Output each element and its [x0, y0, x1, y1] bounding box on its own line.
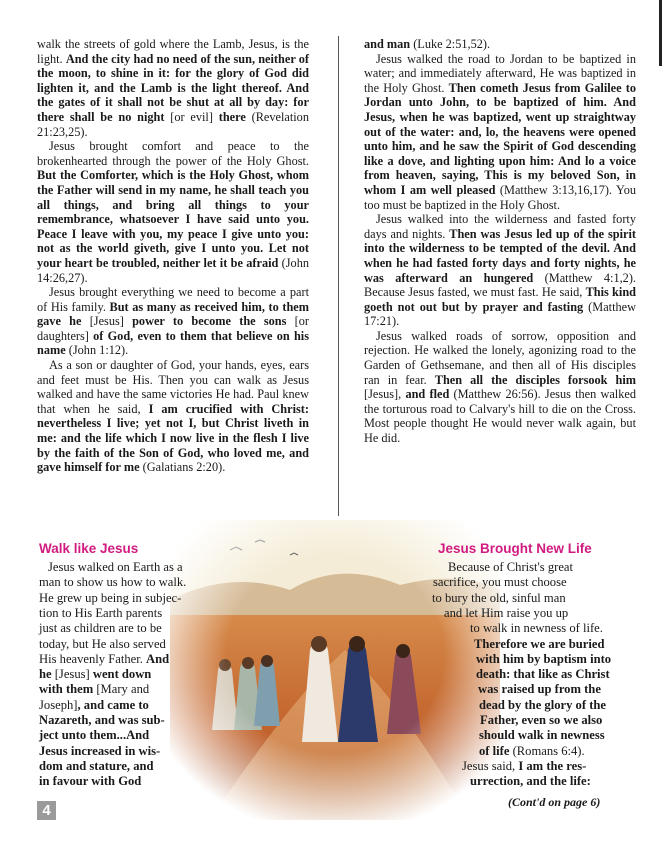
body-text: today, but He also served: [39, 636, 166, 651]
body-text: Jesus walked on Earth as a: [48, 560, 183, 574]
scripture-text: Then cometh Jesus from Galilee to Jordan unto John, to be baptized of him. And Jesus, when he was baptized, went up straightway out of the water: and, lo, the heavens were opened unto him, and he saw the Spirit of God descending like a dove, and lighting upon him: And lo a voice from heaven, saying, This is my beloved Son, in whom I am well pleased: [364, 80, 637, 197]
jesus-brought-new-life-heading: Jesus Brought New Life: [438, 541, 592, 556]
text-line: [432, 591, 566, 606]
body-text: (John 14:26,27).: [37, 255, 309, 285]
text-line: [39, 774, 141, 789]
paragraph: [364, 212, 636, 329]
text-line: [39, 744, 160, 759]
scripture-text: dead by the glory of the: [479, 697, 606, 712]
text-line: [479, 744, 585, 759]
text-line: [48, 560, 183, 575]
scripture-text: Therefore we are buried: [474, 636, 605, 651]
body-text: Joseph]: [39, 697, 78, 712]
body-text: (Revelation 21:23,25).: [37, 109, 309, 139]
right-column: [364, 37, 636, 446]
body-text: just as children are to be: [39, 621, 162, 636]
text-line: [474, 637, 604, 652]
text-line: [433, 575, 567, 590]
body-text: and let Him raise you up: [444, 605, 569, 620]
continued-note: (Cont'd on page 6): [508, 795, 601, 809]
column-divider: [338, 36, 339, 516]
scripture-text: ject unto them...And: [39, 728, 150, 743]
scripture-text: , and came to: [77, 697, 149, 712]
body-text: Jesus walked roads of sorrow, opposition and rejection. He walked the lonely, agonizing road to the Garden of Gethsemane, and then all of His disciples ran in fear.: [364, 328, 636, 387]
text-line: [444, 606, 568, 621]
paragraph: [37, 358, 309, 475]
scripture-text: But as many as received him, to them gave he: [37, 299, 309, 329]
scripture-text: went down: [92, 667, 152, 682]
body-text: (Matthew 3:13,16,17). You too must be baptized in the Holy Ghost.: [364, 182, 636, 212]
body-text: man to show us how to walk.: [39, 575, 187, 590]
scripture-text: of God, even to them that believe on his name: [37, 328, 309, 358]
body-text: His heavenly Father.: [39, 651, 147, 666]
scripture-text: This kind goeth not out but by prayer and fasting: [364, 285, 636, 314]
scripture-text: dom and stature, and: [39, 758, 154, 773]
text-line: [39, 759, 154, 774]
scripture-text: Then was Jesus led up of the spirit into the wilderness to be tempted of the devil. And when he had fasted forty days and forty nights, he was afterward an hungered: [364, 226, 637, 285]
paragraph: [364, 37, 636, 52]
scripture-text: I am crucified with Christ: nevertheless I live; yet not I, but Christ liveth in me: and the life which I now live in the flesh I live by the faith of the Son of God, who loved me, and gave himself for me: [37, 401, 309, 475]
text-line: [462, 759, 586, 774]
body-text: walk the streets of gold where the Lamb, Jesus, is the light.: [37, 37, 309, 66]
scripture-text: death: that like as Christ: [476, 667, 610, 682]
scripture-text: with him by baptism into: [476, 651, 612, 666]
text-line: [39, 637, 166, 652]
paragraph: [37, 37, 309, 139]
text-line: [478, 682, 601, 697]
body-text: (John 1:12).: [65, 343, 129, 358]
body-text: [Mary and: [93, 682, 150, 697]
paragraph: [364, 52, 636, 213]
text-line: [479, 728, 605, 743]
scripture-text: with them: [39, 682, 94, 697]
scripture-text: and man: [364, 37, 411, 51]
body-text: (Matthew 17:21).: [364, 299, 636, 329]
scripture-text: Nazareth, and was sub-: [39, 713, 165, 727]
body-text: (Luke 2:51,52).: [410, 37, 491, 51]
body-text: [or evil]: [164, 109, 219, 124]
text-line: [476, 667, 610, 682]
scripture-text: And the city had no need of the sun, neither of the moon, to shine in it: for the glory of God did lighten it, and the Lamb is the light thereof. And the gates of it shall not be shut at all by day: for there shall be no night: [37, 51, 309, 124]
body-text: [or daughters]: [37, 314, 309, 343]
text-line: [39, 713, 165, 728]
body-text: (Galatians 2:20).: [139, 460, 226, 475]
paragraph: [37, 285, 309, 358]
body-text: Jesus brought everything we need to become a part of His family.: [37, 285, 309, 314]
scripture-text: of life: [479, 743, 510, 758]
scripture-text: urrection, and the life:: [470, 774, 591, 789]
text-line: [448, 560, 573, 575]
scripture-text: there: [218, 109, 246, 124]
walk-like-jesus-heading: Walk like Jesus: [39, 541, 139, 556]
left-column: [37, 37, 309, 475]
scripture-text: he: [39, 667, 52, 682]
body-text: tion to His Earth parents: [39, 605, 163, 620]
text-line: [39, 728, 149, 743]
text-line: [470, 621, 603, 636]
text-line: [476, 652, 611, 667]
scripture-text: And: [146, 651, 170, 666]
body-text: to bury the old, sinful man: [432, 590, 566, 605]
body-text: [Jesus]: [81, 314, 133, 329]
text-line: [39, 667, 151, 682]
text-line: [39, 621, 162, 636]
body-text: He grew up being in subjec-: [39, 590, 182, 605]
body-text: Jesus walked the road to Jordan to be baptized in water; and immediately afterward, He was baptized in the Holy Ghost.: [364, 51, 636, 95]
scripture-text: Father, even so we also: [480, 713, 603, 727]
scripture-text: in favour with God: [39, 774, 142, 789]
body-text: (Romans 6:4).: [509, 743, 585, 758]
scripture-text: and fled: [405, 387, 450, 402]
scripture-text: Then all the disciples forsook him: [434, 372, 636, 387]
body-text: sacrifice, you must choose: [433, 575, 567, 590]
text-line: [39, 575, 186, 590]
body-text: Jesus brought comfort and peace to the brokenhearted through the power of the Holy Ghost.: [37, 139, 309, 168]
page-number: 4: [37, 801, 56, 820]
body-text: Jesus said,: [462, 758, 519, 773]
scripture-text: I am the res-: [518, 758, 587, 773]
text-line: [39, 652, 169, 667]
text-line: [479, 698, 606, 713]
body-text: [Jesus]: [51, 667, 93, 682]
text-line: [470, 774, 591, 789]
scripture-text: was raised up from the: [478, 682, 601, 697]
text-line: [39, 606, 162, 621]
body-text: As a son or daughter of God, your hands, eyes, ears and feet must be His. Then you can walk as Jesus walked and have the same victories He had. Paul knew that when he said,: [37, 358, 309, 416]
paragraph: [37, 139, 309, 285]
body-text: Jesus walked into the wilderness and fasted forty days and nights.: [364, 212, 636, 241]
scripture-text: power to become the sons: [132, 314, 287, 329]
body-text: Because of Christ's great: [448, 560, 574, 574]
scripture-text: Jesus increased in wis-: [39, 743, 161, 758]
scripture-text: should walk in newness: [479, 728, 605, 743]
text-line: [480, 713, 602, 728]
body-text: [Jesus],: [364, 387, 406, 402]
body-text: (Matthew 4:1,2). Because Jesus fasted, we must fast. He said,: [364, 270, 636, 300]
body-text: to walk in newness of life.: [470, 621, 603, 636]
body-text: (Matthew 26:56). Jesus then walked the torturous road to Calvary's hill to die on the Cross. Most people thought He would never walk again, but He did.: [364, 387, 636, 446]
text-line: [39, 698, 149, 713]
paragraph: [364, 329, 636, 446]
text-line: [39, 591, 181, 606]
text-line: [39, 682, 149, 697]
scripture-text: But the Comforter, which is the Holy Ghost, whom the Father will send in my name, he shall teach you all things, and bring all things to your remembrance, whatsoever I have said unto you. Peace I leave with you, my peace I give unto you: not as the world giveth, give I unto you. Let not your heart be troubled, neither let it be afraid: [37, 168, 309, 270]
